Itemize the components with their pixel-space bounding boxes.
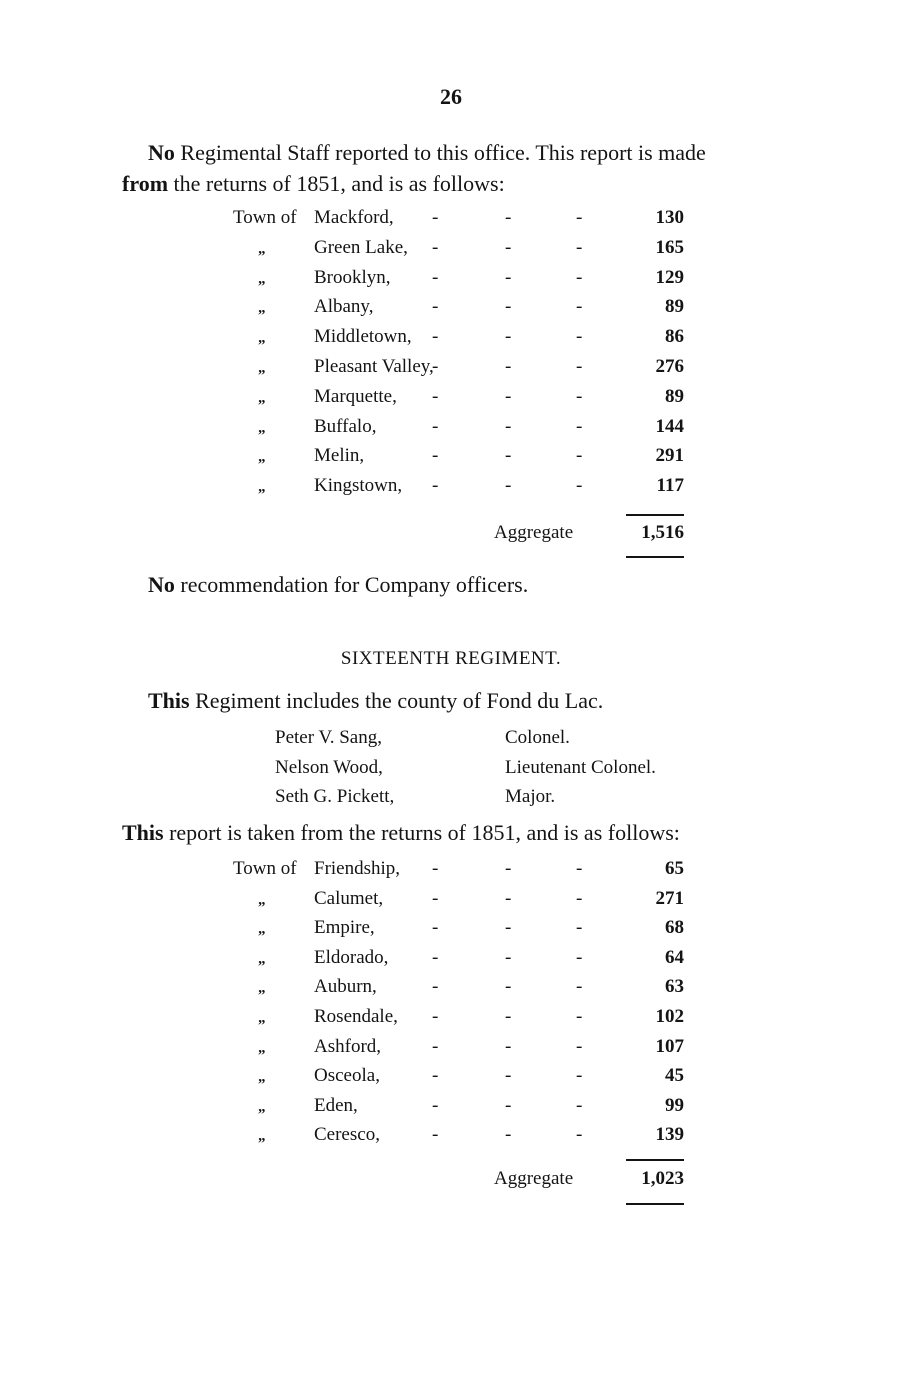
leader-dash: - <box>505 326 512 348</box>
town-count: 68 <box>665 917 684 939</box>
sum-rule-top-2 <box>626 1159 684 1161</box>
leader-dash: - <box>576 1124 583 1146</box>
town-name: Eden, <box>314 1094 358 1116</box>
town-count: 89 <box>665 296 684 318</box>
no-recommendation-line <box>148 572 528 598</box>
leader-dash: - <box>576 976 583 998</box>
leader-dash: - <box>576 1006 583 1027</box>
leader-dash: - <box>505 887 512 909</box>
town-count: 117 <box>656 475 684 497</box>
intro-line-2-lead: from <box>122 171 169 196</box>
town-row <box>0 1006 902 1036</box>
town-row <box>0 356 902 386</box>
leader-dash: - <box>432 946 439 968</box>
ditto-mark: „ <box>258 479 266 496</box>
leader-dash: - <box>432 266 439 288</box>
officer-rank: Lieutenant Colonel. <box>505 757 656 778</box>
aggregate-label-2: Aggregate <box>494 1168 574 1189</box>
town-row <box>0 1036 902 1066</box>
town-name: Green Lake, <box>314 236 408 258</box>
leader-dash: - <box>576 1035 583 1057</box>
town-row <box>0 416 902 446</box>
leader-dash: - <box>432 1065 439 1087</box>
ditto-mark: „ <box>258 300 266 317</box>
officer-rank: Colonel. <box>505 727 570 748</box>
town-name: Auburn, <box>314 976 377 998</box>
leader-dash: - <box>576 236 583 258</box>
ditto-mark: „ <box>258 921 266 938</box>
leader-dash: - <box>505 1006 512 1027</box>
town-name: Ceresco, <box>314 1124 380 1146</box>
ditto-mark: „ <box>258 980 266 997</box>
town-count: 86 <box>665 326 684 348</box>
officer-name: Nelson Wood, <box>275 757 383 778</box>
town-row <box>0 237 902 267</box>
town-count: 64 <box>665 946 684 968</box>
town-name: Calumet, <box>314 887 384 909</box>
leader-dash: - <box>505 475 512 497</box>
leader-dash: - <box>505 1035 512 1057</box>
leader-dash: - <box>505 976 512 998</box>
ditto-mark: „ <box>258 389 266 406</box>
town-name: Pleasant Valley, <box>314 356 434 377</box>
leader-dash: - <box>432 415 439 437</box>
leader-dash: - <box>576 887 583 909</box>
leader-dash: - <box>505 236 512 258</box>
regiment-intro-lead: This <box>148 688 190 713</box>
officer-rank: Major. <box>505 786 556 807</box>
report-line-lead: This <box>122 820 164 845</box>
town-row <box>0 326 902 356</box>
ditto-mark: „ <box>258 950 266 967</box>
town-row <box>0 386 902 416</box>
town-row <box>0 947 902 977</box>
town-count: 139 <box>655 1124 684 1146</box>
leader-dash: - <box>505 917 512 939</box>
leader-dash: - <box>505 356 512 377</box>
leader-dash: - <box>576 326 583 348</box>
town-name: Albany, <box>314 296 374 318</box>
officer-name: Peter V. Sang, <box>275 727 382 748</box>
intro-line-1-text: Regimental Staff reported to this office. This report is made <box>174 140 706 165</box>
town-row <box>0 475 902 505</box>
town-count: 65 <box>665 858 684 879</box>
leader-dash: - <box>576 356 583 377</box>
leader-dash: - <box>432 1124 439 1146</box>
ditto-mark: „ <box>258 449 266 466</box>
town-count: 130 <box>655 207 684 228</box>
town-count: 291 <box>655 445 684 467</box>
leader-dash: - <box>576 415 583 437</box>
town-count: 276 <box>655 356 684 377</box>
town-count: 89 <box>665 385 684 407</box>
leader-dash: - <box>576 946 583 968</box>
no-recommendation-text: recommendation for Company officers. <box>174 572 529 597</box>
town-row <box>0 296 902 326</box>
town-name: Marquette, <box>314 385 397 407</box>
ditto-mark: „ <box>258 270 266 287</box>
leader-dash: - <box>432 917 439 939</box>
town-row <box>0 858 902 888</box>
leader-dash: - <box>576 475 583 497</box>
town-count: 271 <box>655 887 684 909</box>
town-name: Rosendale, <box>314 1006 398 1027</box>
intro-line-2 <box>122 171 505 197</box>
leader-dash: - <box>432 296 439 318</box>
leader-dash: - <box>432 326 439 348</box>
town-name: Empire, <box>314 917 375 939</box>
leader-dash: - <box>576 445 583 467</box>
leader-dash: - <box>505 1065 512 1087</box>
town-name: Mackford, <box>314 207 394 228</box>
leader-dash: - <box>432 445 439 467</box>
town-name: Middletown, <box>314 326 412 348</box>
town-prefix: Town of <box>233 858 297 879</box>
intro-line-2-text: the returns of 1851, and is as follows: <box>168 171 505 196</box>
ditto-mark: „ <box>258 360 266 376</box>
leader-dash: - <box>505 858 512 879</box>
ditto-mark: „ <box>258 1010 266 1026</box>
town-count: 107 <box>655 1035 684 1057</box>
sum-rule-bottom-1 <box>626 556 684 558</box>
town-row <box>0 888 902 918</box>
no-recommendation-lead: No <box>148 572 175 597</box>
leader-dash: - <box>432 385 439 407</box>
aggregate-label-1: Aggregate <box>494 522 574 543</box>
ditto-mark: „ <box>258 330 266 347</box>
town-prefix: Town of <box>233 207 297 228</box>
town-row <box>0 1095 902 1125</box>
town-count: 45 <box>665 1065 684 1087</box>
officer-name: Seth G. Pickett, <box>275 786 395 807</box>
leader-dash: - <box>505 266 512 288</box>
report-line <box>122 820 680 846</box>
leader-dash: - <box>576 917 583 939</box>
town-row <box>0 976 902 1006</box>
sum-rule-top-1 <box>626 514 684 516</box>
town-row <box>0 267 902 297</box>
ditto-mark: „ <box>258 1069 266 1086</box>
town-name: Ashford, <box>314 1035 382 1057</box>
town-name: Kingstown, <box>314 475 403 497</box>
town-name: Osceola, <box>314 1065 380 1087</box>
leader-dash: - <box>432 976 439 998</box>
leader-dash: - <box>576 296 583 318</box>
leader-dash: - <box>432 1006 439 1027</box>
leader-dash: - <box>432 858 439 879</box>
leader-dash: - <box>432 236 439 258</box>
aggregate-value-2: 1,023 <box>641 1168 684 1189</box>
leader-dash: - <box>576 858 583 879</box>
leader-dash: - <box>505 946 512 968</box>
town-row <box>0 445 902 475</box>
regiment-intro-text: Regiment includes the county of Fond du Lac. <box>189 688 604 713</box>
intro-line-1 <box>148 140 706 166</box>
leader-dash: - <box>505 1094 512 1116</box>
leader-dash: - <box>505 385 512 407</box>
town-count: 102 <box>655 1006 684 1027</box>
town-row <box>0 1124 902 1154</box>
town-count: 129 <box>655 266 684 288</box>
regiment-intro-line <box>148 688 603 714</box>
ditto-mark: „ <box>258 1039 266 1056</box>
leader-dash: - <box>505 296 512 318</box>
leader-dash: - <box>505 415 512 437</box>
report-line-text: report is taken from the returns of 1851, and is as follows: <box>163 820 680 845</box>
section-heading: SIXTEENTH REGIMENT. <box>340 648 562 669</box>
town-name: Buffalo, <box>314 415 377 437</box>
intro-lead-word: No <box>148 140 175 165</box>
town-count: 63 <box>665 976 684 998</box>
town-name: Friendship, <box>314 858 401 879</box>
ditto-mark: „ <box>258 419 266 436</box>
ditto-mark: „ <box>258 1128 266 1145</box>
leader-dash: - <box>505 207 512 228</box>
leader-dash: - <box>432 475 439 497</box>
ditto-mark: „ <box>258 1098 266 1115</box>
leader-dash: - <box>576 1094 583 1116</box>
leader-dash: - <box>505 445 512 467</box>
leader-dash: - <box>505 1124 512 1146</box>
ditto-mark: „ <box>258 891 266 908</box>
leader-dash: - <box>576 207 583 228</box>
leader-dash: - <box>432 887 439 909</box>
ditto-mark: „ <box>258 240 266 257</box>
aggregate-value-1: 1,516 <box>641 522 684 543</box>
leader-dash: - <box>432 356 439 377</box>
sum-rule-bottom-2 <box>626 1203 684 1205</box>
leader-dash: - <box>432 207 439 228</box>
town-count: 165 <box>655 236 684 258</box>
leader-dash: - <box>432 1035 439 1057</box>
leader-dash: - <box>432 1094 439 1116</box>
town-row <box>0 917 902 947</box>
town-row <box>0 1065 902 1095</box>
page-number: 26 <box>440 84 462 109</box>
town-row <box>0 207 902 237</box>
town-name: Eldorado, <box>314 946 389 968</box>
town-count: 144 <box>655 415 684 437</box>
leader-dash: - <box>576 266 583 288</box>
town-name: Brooklyn, <box>314 266 391 288</box>
leader-dash: - <box>576 385 583 407</box>
leader-dash: - <box>576 1065 583 1087</box>
town-count: 99 <box>665 1094 684 1116</box>
town-name: Melin, <box>314 445 365 467</box>
